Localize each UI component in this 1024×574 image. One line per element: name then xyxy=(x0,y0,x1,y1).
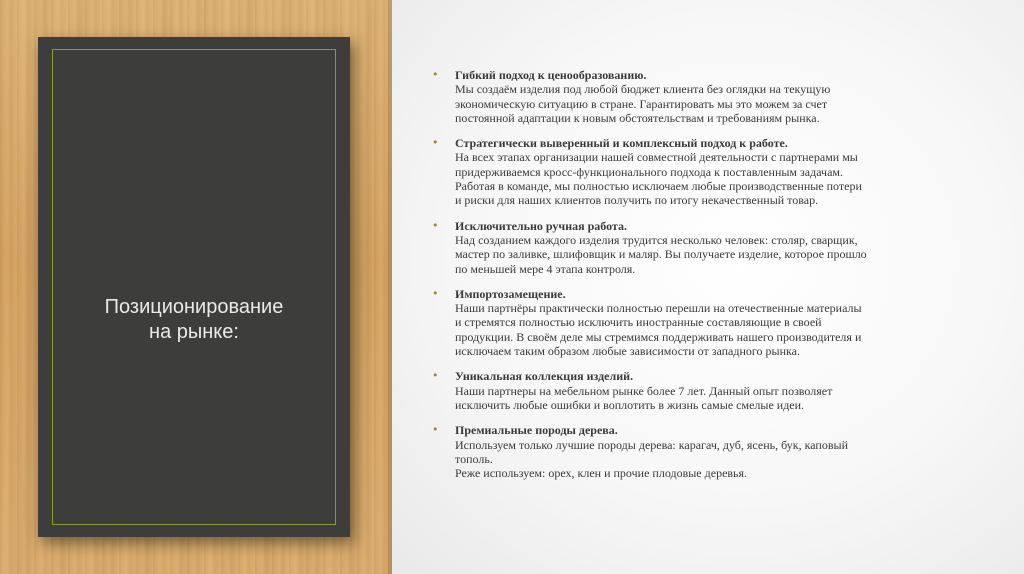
item-line: постоянной адаптации к новым обстоятельствам и требованиям рынка. xyxy=(455,110,820,125)
item-line: тополь. xyxy=(455,451,493,466)
bullet-icon: • xyxy=(432,369,439,383)
item-line: Над созданием каждого изделия трудится несколько человек: столяр, сварщик, xyxy=(455,232,858,247)
item-line: Используем только лучшие породы дерева: карагач, дуб, ясень, бук, каповый xyxy=(455,437,848,452)
bullet-list xyxy=(432,68,902,491)
item-line: Мы создаём изделия под любой бюджет клиента без оглядки на текущую xyxy=(455,82,831,97)
item-line: Работая в команде, мы полностью исключаем любые производственные потери xyxy=(455,179,862,194)
item-line: и стремятся полностью исключить иностранные составляющие в своей xyxy=(455,315,822,330)
bullet-icon: • xyxy=(432,286,439,300)
bullet-icon: • xyxy=(432,136,439,150)
title-card xyxy=(38,37,350,537)
item-line: Наши партнеры на мебельном рынке более 7 лет. Данный опыт позволяет xyxy=(455,383,833,398)
list-item xyxy=(432,369,902,412)
item-title: Импортозамещение. xyxy=(455,286,566,301)
list-item xyxy=(432,136,902,207)
list-item xyxy=(432,68,902,125)
item-line: придерживаемся кросс-функционального подхода к поставленным задачам. xyxy=(455,164,843,179)
item-title: Уникальная коллекция изделий. xyxy=(455,369,634,384)
item-title: Гибкий подход к ценообразованию. xyxy=(455,68,647,82)
slide-title xyxy=(38,295,350,345)
item-title: Стратегически выверенный и комплексный подход к работе. xyxy=(455,136,788,151)
list-item xyxy=(432,423,902,480)
item-title: Исключительно ручная работа. xyxy=(455,218,628,233)
item-title: Премиальные породы дерева. xyxy=(455,423,618,438)
item-line: Наши партнёры практически полностью перешли на отечественные материалы xyxy=(455,301,862,316)
item-line: На всех этапах организации нашей совместной деятельности с партнерами мы xyxy=(455,150,858,165)
item-line: по меньшей мере 4 этапа контроля. xyxy=(455,261,636,276)
bullet-icon: • xyxy=(432,423,439,437)
item-line: и риски для наших клиентов получить по итогу некачественный товар. xyxy=(455,193,819,208)
item-line: исключаем таким образом любые зависимости от западного рынка. xyxy=(455,344,800,359)
bullet-icon: • xyxy=(432,218,439,232)
slide-title-line-2: на рынке: xyxy=(149,321,239,343)
item-line: исключить любые ошибки и воплотить в жизнь самые смелые идеи. xyxy=(455,397,805,412)
title-card-frame xyxy=(52,49,336,525)
item-line: Реже используем: орех, клен и прочие плодовые деревья. xyxy=(455,466,748,481)
list-item xyxy=(432,219,902,276)
bullet-icon: • xyxy=(432,68,439,81)
item-line: мастер по заливке, шлифовщик и маляр. Вы получаете изделие, которое прошло xyxy=(455,247,867,262)
slide-title-line-1: Позиционирование xyxy=(104,296,284,318)
item-line: продукции. В своём деле мы стремимся поддерживать нашего производителя и xyxy=(455,329,862,344)
list-item xyxy=(432,287,902,358)
item-line: экономическую ситуацию в стране. Гарантировать мы это можем за счет xyxy=(455,96,828,111)
